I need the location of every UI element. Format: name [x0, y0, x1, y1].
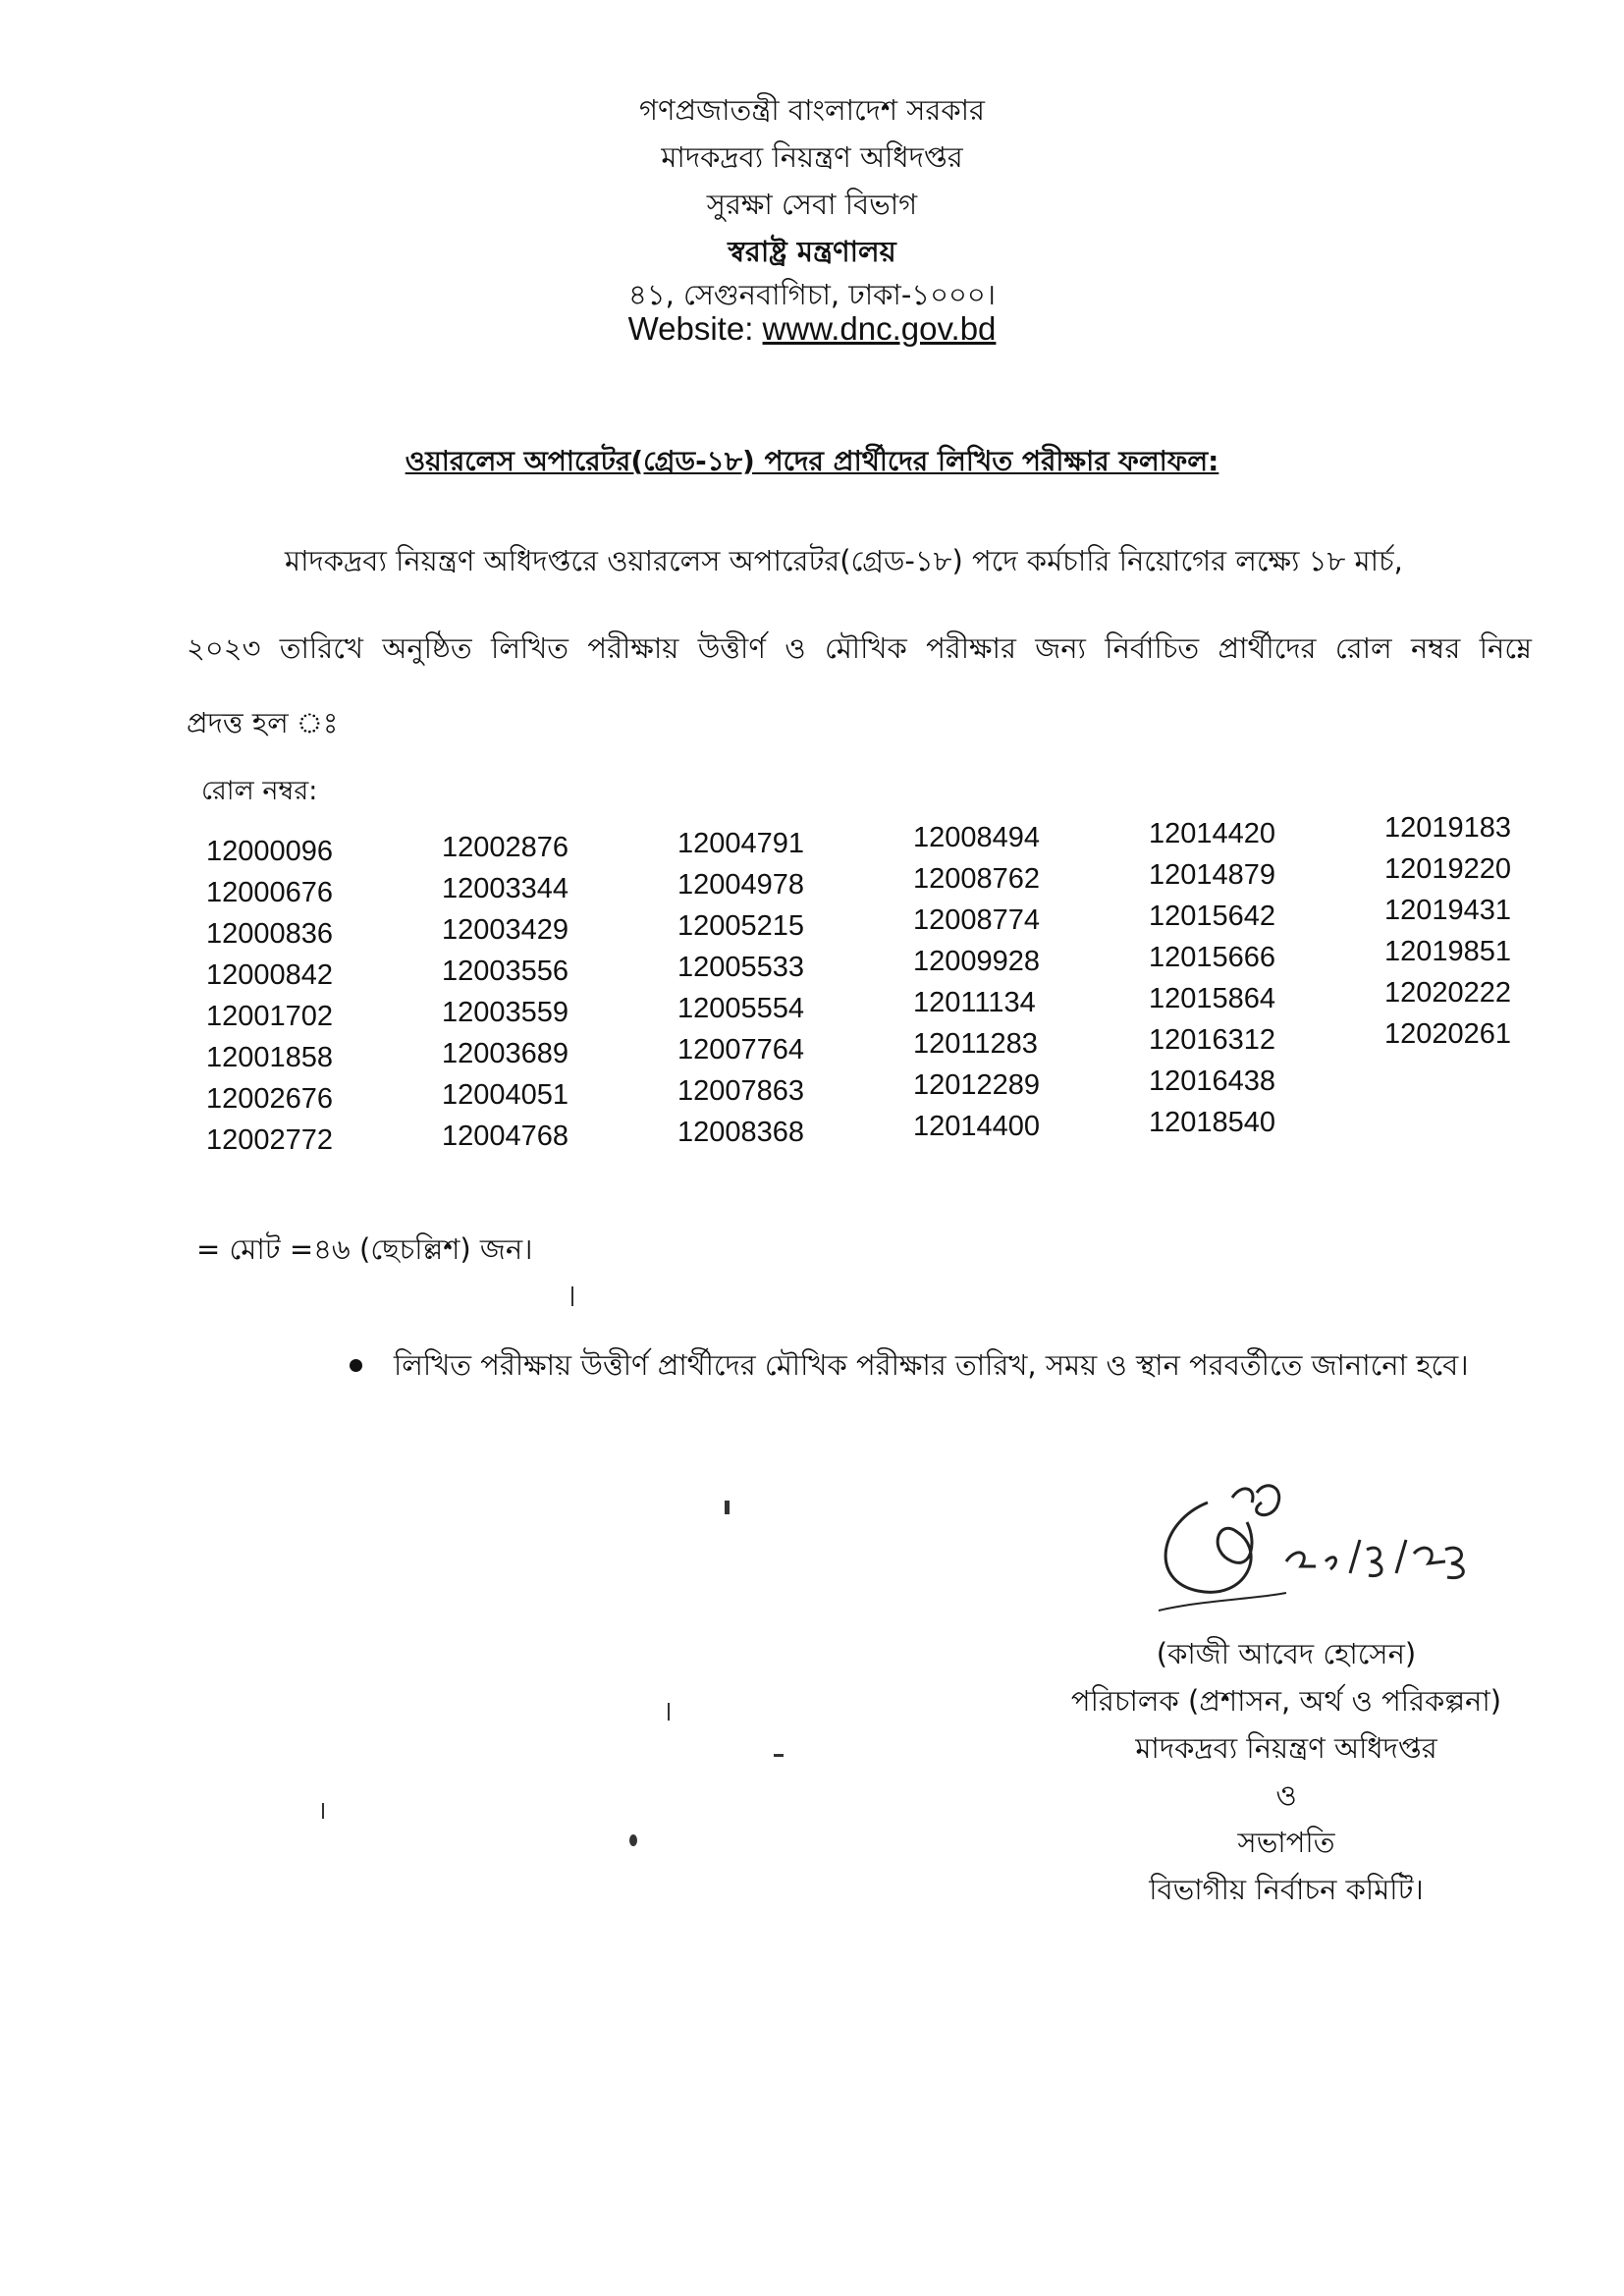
- roll-number: 12019220: [1384, 853, 1512, 885]
- roll-number: 12019851: [1384, 936, 1512, 967]
- roll-number: 12000836: [206, 918, 334, 950]
- roll-number: 12018540: [1149, 1107, 1276, 1138]
- roll-number: 12020261: [1384, 1018, 1512, 1050]
- roll-number: 12008762: [913, 863, 1041, 895]
- roll-number: 12008494: [913, 822, 1041, 853]
- roll-number: 12005215: [677, 910, 805, 942]
- ministry-name: স্বরাষ্ট্র মন্ত্রণালয়: [728, 235, 896, 268]
- roll-number: 12003344: [442, 873, 569, 904]
- notice-paragraph-line-3: প্রদত্ত হল ঃ: [187, 706, 339, 739]
- roll-column: [1149, 813, 1375, 1143]
- roll-number: 12005533: [677, 952, 805, 983]
- roll-number: 12016438: [1149, 1066, 1276, 1097]
- roll-number: 12003556: [442, 956, 569, 987]
- office-address: ৪১, সেগুনবাগিচা, ঢাকা-১০০০।: [627, 278, 997, 311]
- signatory-role: সভাপতি: [1237, 1826, 1335, 1859]
- roll-column: [913, 817, 1139, 1147]
- signature-date-handwritten: [1286, 1540, 1463, 1578]
- division-name: সুরক্ষা সেবা বিভাগ: [706, 188, 918, 221]
- roll-column: [677, 823, 903, 1153]
- roll-number: 12019431: [1384, 895, 1512, 926]
- roll-number: 12007863: [677, 1075, 805, 1107]
- roll-number: 12015642: [1149, 901, 1276, 932]
- roll-column: [206, 831, 432, 1161]
- roll-number: 12011134: [913, 987, 1036, 1018]
- roll-number: 12015864: [1149, 983, 1276, 1014]
- roll-number: 12016312: [1149, 1024, 1276, 1056]
- signatory-conjunction: ও: [1275, 1778, 1297, 1812]
- roll-number: 12014400: [913, 1111, 1041, 1142]
- roll-number: 12008774: [913, 904, 1041, 936]
- bullet-note-text: লিখিত পরীক্ষায় উত্তীর্ণ প্রার্থীদের মৌখিক পরীক্ষার তারিখ, সময় ও স্থান পরবর্তীতে জানানো হবে।: [394, 1348, 1469, 1382]
- roll-number: 12000842: [206, 959, 334, 991]
- signature-image: [1139, 1463, 1473, 1620]
- total-count: = মোট =৪৬ (ছেচল্লিশ) জন।: [196, 1232, 533, 1266]
- roll-number: 12002772: [206, 1124, 334, 1156]
- roll-number: 12011283: [913, 1028, 1038, 1060]
- website-link[interactable]: www.dnc.gov.bd: [762, 310, 997, 347]
- roll-number: 12012289: [913, 1069, 1041, 1101]
- scan-speck: [571, 1286, 573, 1306]
- signatory-office: মাদকদ্রব্য নিয়ন্ত্রণ অধিদপ্তর: [1135, 1731, 1437, 1765]
- notice-title-text: ওয়ারলেস অপারেটর(গ্রেড-১৮) পদের প্রার্থীদের লিখিত পরীক্ষার ফলাফল:: [405, 445, 1219, 477]
- roll-number: 12004051: [442, 1079, 569, 1111]
- roll-number: 12009928: [913, 946, 1041, 977]
- website-label: Website:: [627, 310, 754, 347]
- scan-speck: [629, 1834, 637, 1846]
- roll-number: 12003689: [442, 1038, 569, 1069]
- roll-number: 12014879: [1149, 859, 1276, 891]
- roll-number: 12003559: [442, 997, 569, 1028]
- scan-speck: [668, 1703, 670, 1721]
- roll-number: 12020222: [1384, 977, 1512, 1009]
- scan-speck: [774, 1754, 784, 1757]
- roll-number: 12001702: [206, 1001, 334, 1032]
- roll-number: 12004978: [677, 869, 805, 901]
- roll-number-heading: রোল নম্বর:: [201, 776, 318, 806]
- roll-number: 12014420: [1149, 818, 1276, 849]
- roll-number: 12001858: [206, 1042, 334, 1073]
- roll-number: 12015666: [1149, 942, 1276, 973]
- government-name: গণপ্রজাতন্ত্রী বাংলাদেশ সরকার: [638, 93, 986, 127]
- signatory-committee: বিভাগীয় নির্বাচন কমিটি।: [1149, 1873, 1424, 1906]
- scan-speck: [322, 1803, 324, 1819]
- notice-paragraph-line-1: মাদকদ্রব্য নিয়ন্ত্রণ অধিদপ্তরে ওয়ারলেস অপারেটর(গ্রেড-১৮) পদে কর্মচারি নিয়োগের লক্ষ্যে ১৮ মার্চ,: [285, 544, 1403, 577]
- roll-number: 12003429: [442, 914, 569, 946]
- roll-number: 12004768: [442, 1121, 569, 1152]
- roll-column: [442, 827, 668, 1157]
- signatory-designation: পরিচালক (প্রশাসন, অর্থ ও পরিকল্পনা): [1070, 1684, 1502, 1718]
- bullet-note: [349, 1343, 1586, 1392]
- roll-number: 12004791: [677, 828, 805, 859]
- roll-number: 12000096: [206, 836, 334, 867]
- roll-column: [1384, 807, 1610, 1055]
- website-line: [0, 310, 1624, 348]
- roll-number: 12002876: [442, 832, 569, 863]
- roll-number: 12019183: [1384, 812, 1512, 844]
- notice-paragraph-line-2: ২০২৩ তারিখে অনুষ্ঠিত লিখিত পরীক্ষায় উত্তীর্ণ ও মৌখিক পরীক্ষার জন্য নির্বাচিত প্রার্থীদের রোল নম্বর নিম্নে: [187, 631, 1532, 665]
- department-name: মাদকদ্রব্য নিয়ন্ত্রণ অধিদপ্তর: [661, 140, 963, 174]
- roll-number: 12000676: [206, 877, 334, 908]
- roll-number: 12007764: [677, 1034, 805, 1066]
- scan-speck: [725, 1501, 730, 1514]
- notice-title: [0, 440, 1624, 486]
- signatory-name: (কাজী আবেদ হোসেন): [1156, 1637, 1417, 1670]
- roll-number: 12002676: [206, 1083, 334, 1115]
- roll-number: 12005554: [677, 993, 805, 1024]
- roll-number: 12008368: [677, 1117, 805, 1148]
